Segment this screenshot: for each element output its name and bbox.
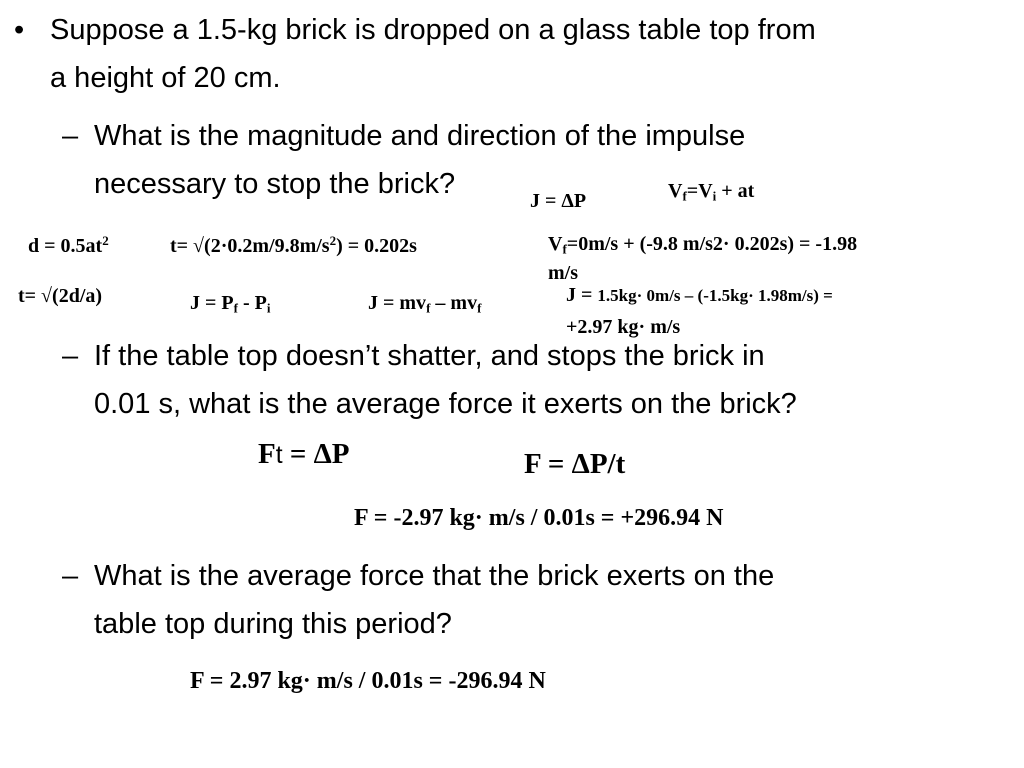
distance-equation: $d = 0.5at^2$ xyxy=(28,233,109,258)
question3-line1: What is the average force that the brick exerts on the xyxy=(94,560,775,592)
problem-statement-line1: Suppose a 1.5-kg brick is dropped on a glass table top from xyxy=(50,14,816,46)
bullet-marker: • xyxy=(14,14,25,46)
impulse-result: +2.97 kg· m/s xyxy=(566,316,681,338)
kinematics-equation: $V_f=V_i$ + at xyxy=(668,180,755,204)
time-formula: t= √(2d/a) xyxy=(18,285,103,307)
force-formula: F = ΔP/t xyxy=(524,448,626,480)
final-velocity-unit: m/s xyxy=(548,262,578,284)
question1-line1: What is the magnitude and direction of the impulse xyxy=(94,120,746,152)
force-on-table-result: F = 2.97 kg· m/s / 0.01s = -296.94 N xyxy=(190,668,546,694)
question2-line1: If the table top doesn’t shatter, and stops the brick in xyxy=(94,340,765,372)
dash-marker: – xyxy=(62,120,79,152)
dash-marker: – xyxy=(62,560,79,592)
question1-line2: necessary to stop the brick? xyxy=(94,168,456,200)
force-impulse-equation: Ft = ΔP xyxy=(258,438,350,470)
dash-marker: – xyxy=(62,340,79,372)
force-on-brick-result: F = -2.97 kg· m/s / 0.01s = +296.94 N xyxy=(354,505,724,531)
impulse-equation: J = ΔP xyxy=(530,190,587,212)
time-calculation: $t= √(2\cdot 0.2m/9.8m/s^2) = 0.202s$ xyxy=(170,233,417,258)
question2-line2: 0.01 s, what is the average force it exerts on the brick? xyxy=(94,388,797,420)
impulse-mass-velocity: $J = mv_f - mv_f$ xyxy=(368,292,482,316)
question3-line2: table top during this period? xyxy=(94,608,452,640)
problem-statement-line2: a height of 20 cm. xyxy=(50,62,281,94)
impulse-calculation: J = 1.5kg· 0m/s – (-1.5kg· 1.98m/s) = xyxy=(566,284,833,306)
final-velocity-calculation: $V_f=0m/s + (-9.8$ m/s2· 0.202s) = -1.98 xyxy=(548,233,858,257)
impulse-momentum-difference: $J = P_f - P_i$ xyxy=(190,292,271,316)
